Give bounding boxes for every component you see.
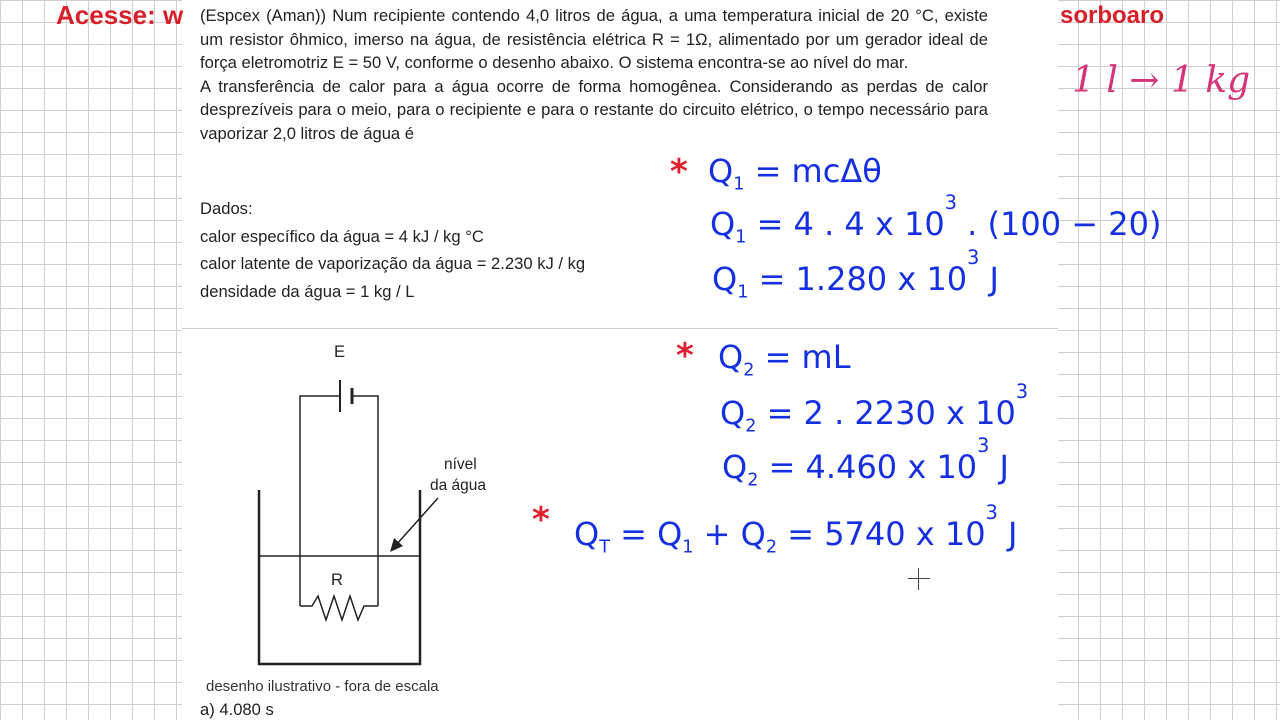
star-marker: * (670, 152, 688, 192)
circuit-wire (352, 396, 378, 606)
side-note: 1 l → 1 kg (1072, 60, 1251, 101)
handwritten-total: $Q_T = Q_1 + Q_2 = 5740$ x $10^3$ J (574, 501, 1018, 558)
site-url-right: sorboaro (1060, 2, 1165, 29)
site-url-left: Acesse: w (56, 0, 184, 30)
star-marker: * (676, 336, 694, 376)
data-title: Dados: (200, 199, 253, 218)
diagram-caption: desenho ilustrativo - fora de escala (206, 678, 439, 695)
pen-cursor (908, 568, 930, 590)
data-item: calor específico da água = 4 kJ / kg °C (200, 226, 484, 246)
label-r: R (331, 570, 343, 589)
data-item: calor latente de vaporização da água = 2.230 kJ / kg (200, 254, 586, 273)
label-e: E (334, 342, 346, 361)
label-water-level-1: nível (444, 456, 477, 473)
label-water-level-2: da água (430, 477, 487, 494)
handwritten-q1-line2: $Q_1 = 4$ . 4 x $10^3$ . (100 − 20) (710, 191, 1162, 248)
handwritten-q1-line1: $Q_1 = mc\Delta\theta$ (708, 152, 882, 195)
answer-option-a: a) 4.080 s (200, 700, 274, 719)
data-item: densidade da água = 1 kg / L (200, 281, 415, 301)
problem-paragraph-2: A transferência de calor para a água ocorre de forma homogênea. Considerando as perdas de calor desprezíveis para o meio, para o recipiente e para o restante do circuito elétrico, o tempo necessário para vaporizar 2,0 litros de água é (200, 76, 988, 143)
problem-paragraph-1: (Espcex (Aman)) Num recipiente contendo 4,0 litros de água, a uma temperatura inicial de 20 °C, existe um resistor ôhmico, imerso na água, de resistência elétrica R = 1Ω, alimentado por um gerador ideal de força eletromotriz E = 50 V, conforme o desenho abaixo. O sistema encontra-se ao nível do mar. (200, 6, 988, 72)
handwritten-q2-line1: $Q_2$ = mL (718, 338, 851, 381)
resistor-zigzag (300, 596, 378, 620)
handwritten-q1-line3: $Q_1 = 1.280$ x $10^3$ J (712, 246, 999, 303)
star-marker: * (532, 500, 550, 540)
handwritten-q2-line2: $Q_2 = 2$ . 2230 x $10^3$ (720, 380, 1029, 437)
level-arrow (396, 498, 438, 545)
handwritten-q2-line3: $Q_2 = 4.460$ x $10^3$ J (722, 434, 1009, 491)
